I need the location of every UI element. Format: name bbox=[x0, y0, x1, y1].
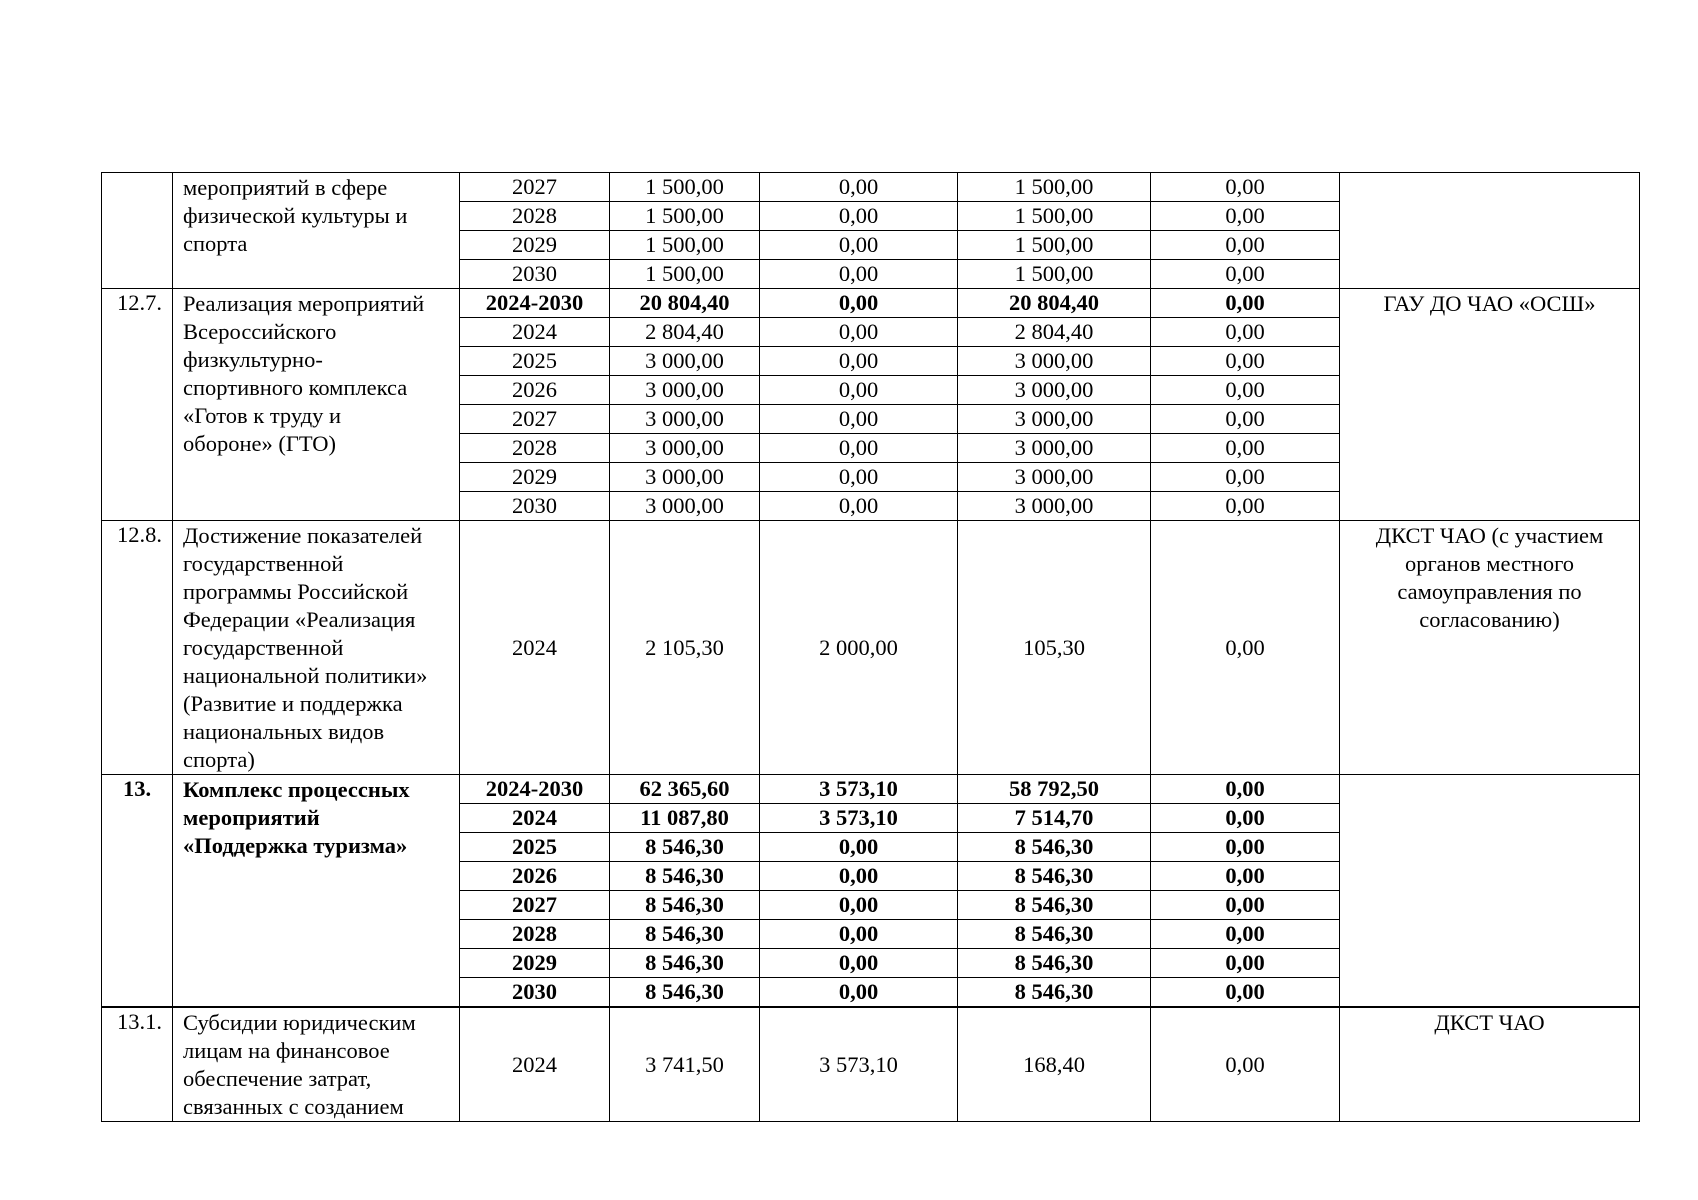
total-cell: 3 000,00 bbox=[610, 405, 760, 434]
period-cell: 2025 bbox=[460, 347, 610, 376]
federal-cell: 0,00 bbox=[760, 492, 958, 521]
period-cell: 2024 bbox=[460, 318, 610, 347]
regional-cell: 3 000,00 bbox=[958, 434, 1151, 463]
period-cell: 2027 bbox=[460, 173, 610, 202]
budget-table bbox=[101, 172, 1640, 1122]
local-cell: 0,00 bbox=[1151, 405, 1340, 434]
federal-cell: 0,00 bbox=[760, 978, 958, 1008]
row-index: 13.1. bbox=[102, 1007, 173, 1122]
federal-cell: 3 573,10 bbox=[760, 775, 958, 804]
row-name: мероприятий в сфере физической культуры и спорта bbox=[173, 173, 460, 289]
period-cell: 2028 bbox=[460, 920, 610, 949]
regional-cell: 8 546,30 bbox=[958, 949, 1151, 978]
local-cell: 0,00 bbox=[1151, 202, 1340, 231]
federal-cell: 0,00 bbox=[760, 376, 958, 405]
total-cell: 8 546,30 bbox=[610, 891, 760, 920]
federal-cell: 0,00 bbox=[760, 833, 958, 862]
total-cell: 3 000,00 bbox=[610, 434, 760, 463]
executor-cell: ДКСТ ЧАО (с участием органов местного самоуправления по согласованию) bbox=[1340, 521, 1640, 775]
regional-cell: 8 546,30 bbox=[958, 978, 1151, 1008]
regional-cell: 8 546,30 bbox=[958, 833, 1151, 862]
table-row-summary bbox=[102, 775, 1640, 804]
row-name: Субсидии юридическим лицам на финансовое обеспечение затрат, связанных с созданием bbox=[173, 1007, 460, 1122]
local-cell: 0,00 bbox=[1151, 231, 1340, 260]
federal-cell: 0,00 bbox=[760, 289, 958, 318]
local-cell: 0,00 bbox=[1151, 463, 1340, 492]
period-cell: 2030 bbox=[460, 260, 610, 289]
local-cell: 0,00 bbox=[1151, 289, 1340, 318]
row-index: 13. bbox=[102, 775, 173, 1008]
federal-cell: 0,00 bbox=[760, 862, 958, 891]
total-cell: 1 500,00 bbox=[610, 231, 760, 260]
local-cell: 0,00 bbox=[1151, 949, 1340, 978]
period-cell: 2029 bbox=[460, 231, 610, 260]
regional-cell: 1 500,00 bbox=[958, 173, 1151, 202]
total-cell: 8 546,30 bbox=[610, 862, 760, 891]
regional-cell: 1 500,00 bbox=[958, 202, 1151, 231]
total-cell: 2 804,40 bbox=[610, 318, 760, 347]
total-cell: 1 500,00 bbox=[610, 173, 760, 202]
local-cell: 0,00 bbox=[1151, 978, 1340, 1008]
regional-cell: 8 546,30 bbox=[958, 862, 1151, 891]
federal-cell: 3 573,10 bbox=[760, 1007, 958, 1122]
local-cell: 0,00 bbox=[1151, 833, 1340, 862]
total-cell: 1 500,00 bbox=[610, 260, 760, 289]
period-cell: 2024 bbox=[460, 521, 610, 775]
total-cell: 8 546,30 bbox=[610, 949, 760, 978]
regional-cell: 2 804,40 bbox=[958, 318, 1151, 347]
local-cell: 0,00 bbox=[1151, 347, 1340, 376]
period-cell: 2026 bbox=[460, 376, 610, 405]
total-cell: 3 000,00 bbox=[610, 492, 760, 521]
period-cell: 2026 bbox=[460, 862, 610, 891]
row-name: Достижение показателей государственной программы Российской Федерации «Реализация государственной национальной политики» (Развитие и поддержка национальных видов спорта) bbox=[173, 521, 460, 775]
period-cell: 2024 bbox=[460, 804, 610, 833]
local-cell: 0,00 bbox=[1151, 434, 1340, 463]
federal-cell: 0,00 bbox=[760, 463, 958, 492]
regional-cell: 3 000,00 bbox=[958, 376, 1151, 405]
total-cell: 8 546,30 bbox=[610, 920, 760, 949]
row-index: 12.7. bbox=[102, 289, 173, 521]
row-name: Комплекс процессных мероприятий «Поддержка туризма» bbox=[173, 775, 460, 1008]
local-cell: 0,00 bbox=[1151, 318, 1340, 347]
table-row bbox=[102, 1007, 1640, 1122]
local-cell: 0,00 bbox=[1151, 521, 1340, 775]
local-cell: 0,00 bbox=[1151, 775, 1340, 804]
executor-cell: ДКСТ ЧАО bbox=[1340, 1007, 1640, 1122]
executor-cell bbox=[1340, 173, 1640, 289]
local-cell: 0,00 bbox=[1151, 920, 1340, 949]
period-cell: 2028 bbox=[460, 434, 610, 463]
total-cell: 3 741,50 bbox=[610, 1007, 760, 1122]
federal-cell: 0,00 bbox=[760, 173, 958, 202]
federal-cell: 0,00 bbox=[760, 949, 958, 978]
federal-cell: 2 000,00 bbox=[760, 521, 958, 775]
total-cell: 8 546,30 bbox=[610, 978, 760, 1008]
regional-cell: 168,40 bbox=[958, 1007, 1151, 1122]
period-cell: 2030 bbox=[460, 492, 610, 521]
regional-cell: 1 500,00 bbox=[958, 260, 1151, 289]
table-row bbox=[102, 521, 1640, 775]
local-cell: 0,00 bbox=[1151, 862, 1340, 891]
period-cell: 2024-2030 bbox=[460, 775, 610, 804]
regional-cell: 105,30 bbox=[958, 521, 1151, 775]
regional-cell: 3 000,00 bbox=[958, 492, 1151, 521]
total-cell: 3 000,00 bbox=[610, 376, 760, 405]
local-cell: 0,00 bbox=[1151, 804, 1340, 833]
regional-cell: 8 546,30 bbox=[958, 891, 1151, 920]
regional-cell: 7 514,70 bbox=[958, 804, 1151, 833]
federal-cell: 0,00 bbox=[760, 231, 958, 260]
executor-cell: ГАУ ДО ЧАО «ОСШ» bbox=[1340, 289, 1640, 521]
federal-cell: 0,00 bbox=[760, 434, 958, 463]
federal-cell: 0,00 bbox=[760, 318, 958, 347]
total-cell: 3 000,00 bbox=[610, 463, 760, 492]
total-cell: 3 000,00 bbox=[610, 347, 760, 376]
federal-cell: 0,00 bbox=[760, 260, 958, 289]
table-row-summary bbox=[102, 289, 1640, 318]
total-cell: 8 546,30 bbox=[610, 833, 760, 862]
local-cell: 0,00 bbox=[1151, 173, 1340, 202]
total-cell: 20 804,40 bbox=[610, 289, 760, 318]
regional-cell: 3 000,00 bbox=[958, 463, 1151, 492]
period-cell: 2028 bbox=[460, 202, 610, 231]
period-cell: 2029 bbox=[460, 949, 610, 978]
local-cell: 0,00 bbox=[1151, 1007, 1340, 1122]
row-index: 12.8. bbox=[102, 521, 173, 775]
period-cell: 2027 bbox=[460, 891, 610, 920]
federal-cell: 0,00 bbox=[760, 405, 958, 434]
total-cell: 11 087,80 bbox=[610, 804, 760, 833]
federal-cell: 3 573,10 bbox=[760, 804, 958, 833]
regional-cell: 20 804,40 bbox=[958, 289, 1151, 318]
local-cell: 0,00 bbox=[1151, 891, 1340, 920]
period-cell: 2024-2030 bbox=[460, 289, 610, 318]
period-cell: 2030 bbox=[460, 978, 610, 1008]
total-cell: 1 500,00 bbox=[610, 202, 760, 231]
federal-cell: 0,00 bbox=[760, 347, 958, 376]
federal-cell: 0,00 bbox=[760, 920, 958, 949]
local-cell: 0,00 bbox=[1151, 376, 1340, 405]
period-cell: 2027 bbox=[460, 405, 610, 434]
executor-cell bbox=[1340, 775, 1640, 1008]
row-index bbox=[102, 173, 173, 289]
regional-cell: 58 792,50 bbox=[958, 775, 1151, 804]
total-cell: 62 365,60 bbox=[610, 775, 760, 804]
table-row bbox=[102, 173, 1640, 202]
period-cell: 2029 bbox=[460, 463, 610, 492]
local-cell: 0,00 bbox=[1151, 260, 1340, 289]
period-cell: 2024 bbox=[460, 1007, 610, 1122]
regional-cell: 3 000,00 bbox=[958, 405, 1151, 434]
total-cell: 2 105,30 bbox=[610, 521, 760, 775]
federal-cell: 0,00 bbox=[760, 891, 958, 920]
regional-cell: 3 000,00 bbox=[958, 347, 1151, 376]
local-cell: 0,00 bbox=[1151, 492, 1340, 521]
period-cell: 2025 bbox=[460, 833, 610, 862]
regional-cell: 1 500,00 bbox=[958, 231, 1151, 260]
row-name: Реализация мероприятий Всероссийского физкультурно- спортивного комплекса «Готов к труду и обороне» (ГТО) bbox=[173, 289, 460, 521]
federal-cell: 0,00 bbox=[760, 202, 958, 231]
regional-cell: 8 546,30 bbox=[958, 920, 1151, 949]
